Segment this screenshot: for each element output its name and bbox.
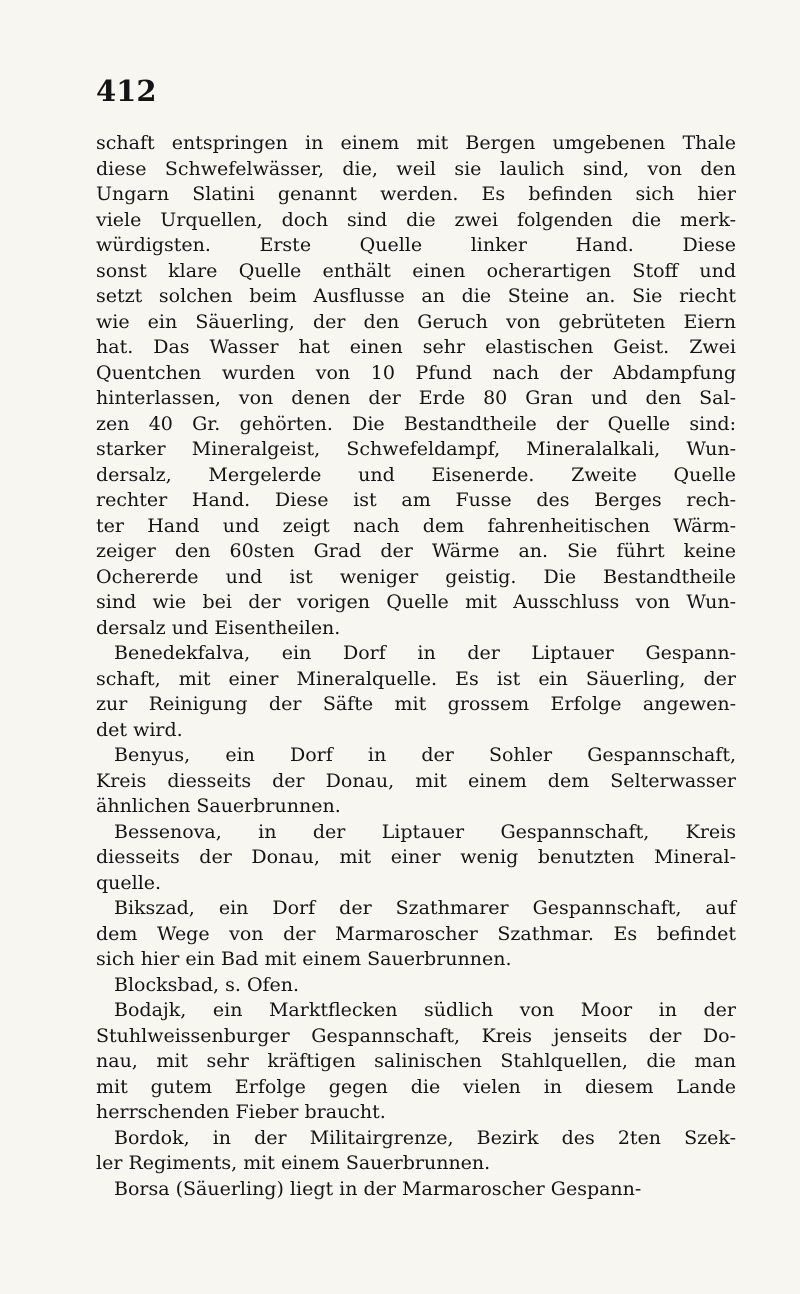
text-line: dem Wege von der Marmaroscher Szathmar. Es befindet	[96, 922, 736, 945]
text-line: Bordok, in der Militairgrenze, Bezirk des 2ten Szek-	[114, 1126, 736, 1149]
text-line: diese Schwefelwässer, die, weil sie laulich sind, von den	[96, 157, 736, 180]
text-line: sonst klare Quelle enthält einen ocherartigen Stoff und	[96, 259, 736, 282]
text-line: ler Regiments, mit einem Sauerbrunnen.	[96, 1152, 491, 1174]
text-line: würdigsten. Erste Quelle linker Hand. Diese	[96, 234, 736, 256]
text-line: Kreis diesseits der Donau, mit einem dem Selterwasser	[96, 769, 736, 792]
text-line: rechter Hand. Diese ist am Fusse des Berges rech-	[96, 489, 736, 511]
text-line: Bikszad, ein Dorf der Szathmarer Gespannschaft, auf	[114, 897, 736, 919]
text-line: wie ein Säuerling, der den Geruch von gebrüteten Eiern	[96, 310, 736, 333]
text-line: dersalz, Mergelerde und Eisenerde. Zweite Quelle	[96, 463, 736, 486]
text-line: Bessenova, in der Liptauer Gespannschaft, Kreis	[114, 820, 736, 843]
text-line: schaft, mit einer Mineralquelle. Es ist ein Säuerling, der	[96, 667, 736, 690]
text-line: zeiger den 60sten Grad der Wärme an. Sie führt keine	[96, 540, 736, 562]
text-line: hat. Das Wasser hat einen sehr elastischen Geist. Zwei	[96, 336, 736, 358]
text-line: Stuhlweissenburger Gespannschaft, Kreis jenseits der Do-	[96, 1024, 736, 1047]
text-line: quelle.	[96, 871, 162, 894]
text-line: Benedekfalva, ein Dorf in der Liptauer Gespann-	[114, 642, 736, 664]
text-line: sind wie bei der vorigen Quelle mit Ausschluss von Wun-	[96, 591, 736, 613]
text-line: Bodajk, ein Marktflecken südlich von Moor in der	[114, 999, 736, 1021]
text-line: ähnlichen Sauerbrunnen.	[96, 795, 341, 817]
text-line: Borsa (Säuerling) liegt in der Marmaroscher Gespann-	[114, 1177, 642, 1200]
text-line: det wird.	[96, 718, 183, 741]
text-line: schaft entspringen in einem mit Bergen umgebenen Thale	[96, 132, 736, 154]
text-line: ter Hand und zeigt nach dem fahrenheitischen Wärm-	[96, 514, 736, 537]
text-line: starker Mineralgeist, Schwefeldampf, Mineralalkali, Wun-	[96, 438, 736, 460]
body-text	[96, 131, 736, 1202]
text-line: Ochererde und ist weniger geistig. Die Bestandtheile	[96, 565, 736, 588]
text-line: hinterlassen, von denen der Erde 80 Gran und den Sal-	[96, 387, 736, 409]
page-number: 412	[96, 74, 157, 108]
text-line: zen 40 Gr. gehörten. Die Bestandtheile der Quelle sind:	[96, 412, 736, 435]
text-line: sich hier ein Bad mit einem Sauerbrunnen.	[96, 948, 512, 970]
text-line: setzt solchen beim Ausflusse an die Steine an. Sie riecht	[96, 285, 736, 307]
text-line: Blocksbad, s. Ofen.	[114, 973, 300, 996]
text-line: mit gutem Erfolge gegen die vielen in diesem Lande	[96, 1075, 736, 1098]
text-line: Quentchen wurden von 10 Pfund nach der Abdampfung	[96, 361, 736, 384]
text-line: diesseits der Donau, mit einer wenig benutzten Mineral-	[96, 846, 736, 868]
text-line: zur Reinigung der Säfte mit grossem Erfolge angewen-	[96, 693, 736, 715]
text-line: nau, mit sehr kräftigen salinischen Stahlquellen, die man	[96, 1050, 736, 1072]
text-line: Ungarn Slatini genannt werden. Es befinden sich hier	[96, 183, 736, 205]
text-line: dersalz und Eisentheilen.	[96, 616, 341, 639]
text-line: viele Urquellen, doch sind die zwei folgenden die merk-	[96, 208, 736, 231]
text-line: herrschenden Fieber braucht.	[96, 1101, 386, 1123]
text-line: Benyus, ein Dorf in der Sohler Gespannschaft,	[114, 744, 736, 766]
